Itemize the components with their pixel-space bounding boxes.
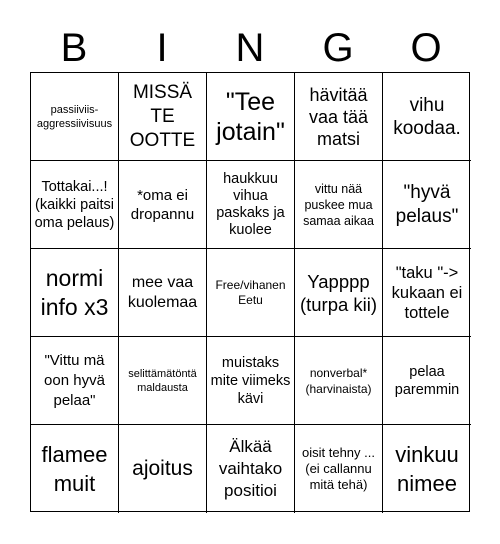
bingo-cell-text: Älkää vaihtako positioi bbox=[218, 437, 283, 500]
bingo-cell[interactable] bbox=[295, 425, 383, 513]
bingo-cell[interactable] bbox=[119, 425, 207, 513]
bingo-header bbox=[30, 24, 470, 72]
bingo-cell[interactable] bbox=[31, 425, 119, 513]
bingo-cell-text: hävitää vaa tää matsi bbox=[308, 84, 369, 149]
header-letter-n: N bbox=[235, 26, 265, 70]
bingo-grid bbox=[30, 72, 470, 512]
bingo-cell-text: pelaa paremmin bbox=[394, 363, 460, 398]
bingo-cell-text: selittämätöntä maldausta bbox=[128, 367, 197, 394]
bingo-cell-text: flamee muit bbox=[41, 442, 108, 496]
bingo-cell[interactable] bbox=[383, 425, 471, 513]
bingo-cell-text: Yapppp (turpa kii) bbox=[299, 270, 378, 315]
bingo-cell[interactable] bbox=[119, 249, 207, 337]
bingo-cell[interactable] bbox=[31, 249, 119, 337]
bingo-cell[interactable] bbox=[383, 337, 471, 425]
bingo-cell-text: "Tee jotain" bbox=[216, 87, 285, 146]
bingo-cell-text: ajoitus bbox=[132, 457, 193, 480]
bingo-cell[interactable] bbox=[207, 249, 295, 337]
bingo-cell[interactable] bbox=[383, 161, 471, 249]
header-letter-b: B bbox=[60, 26, 88, 70]
bingo-cell[interactable] bbox=[295, 337, 383, 425]
bingo-cell[interactable] bbox=[295, 161, 383, 249]
bingo-cell-text: MISSÄ TE OOTTE bbox=[129, 81, 196, 151]
bingo-cell-text: Free/vihanen Eetu bbox=[215, 277, 286, 307]
bingo-cell[interactable] bbox=[383, 249, 471, 337]
bingo-cell[interactable] bbox=[31, 161, 119, 249]
bingo-cell-text: haukkuu vihua paskaks ja kuolee bbox=[216, 170, 285, 238]
bingo-cell[interactable] bbox=[119, 337, 207, 425]
bingo-cell-text: vittu nää puskee mua samaa aikaa bbox=[303, 181, 374, 228]
bingo-cell-text: passiiviis-aggressiivisuus bbox=[36, 103, 113, 130]
bingo-cell-text: Tottakai...! (kaikki paitsi oma pelaus) bbox=[34, 178, 115, 231]
bingo-cell-text: vihu koodaa. bbox=[393, 94, 461, 139]
header-letter-i: I bbox=[156, 26, 168, 70]
bingo-cell-text: "taku "-> kukaan ei tottele bbox=[391, 263, 463, 322]
bingo-cell-text: muistaks mite viimeks kävi bbox=[210, 354, 291, 407]
bingo-cell-text: "hyvä pelaus" bbox=[395, 181, 459, 227]
bingo-cell[interactable] bbox=[383, 73, 471, 161]
bingo-cell-text: nonverbal* (harvinaista) bbox=[305, 365, 372, 396]
bingo-cell[interactable] bbox=[119, 161, 207, 249]
bingo-cell[interactable] bbox=[31, 337, 119, 425]
bingo-cell-text: *oma ei dropannu bbox=[130, 186, 195, 223]
bingo-cell-text: mee vaa kuolemaa bbox=[127, 273, 198, 311]
bingo-cell[interactable] bbox=[31, 73, 119, 161]
header-letter-g: G bbox=[322, 26, 354, 70]
bingo-cell[interactable] bbox=[207, 161, 295, 249]
bingo-cell-text: vinkuu nimee bbox=[395, 442, 459, 496]
bingo-cell[interactable] bbox=[295, 249, 383, 337]
bingo-cell[interactable] bbox=[295, 73, 383, 161]
header-letter-o: O bbox=[410, 26, 442, 70]
bingo-cell-text: normi info x3 bbox=[40, 264, 109, 320]
bingo-cell[interactable] bbox=[119, 73, 207, 161]
bingo-cell[interactable] bbox=[207, 337, 295, 425]
bingo-cell[interactable] bbox=[207, 425, 295, 513]
bingo-cell-text: oisit tehny ... (ei callannu mitä tehä) bbox=[302, 445, 375, 492]
bingo-cell-text: "Vittu mä oon hyvä pelaa" bbox=[44, 351, 105, 409]
bingo-cell[interactable] bbox=[207, 73, 295, 161]
